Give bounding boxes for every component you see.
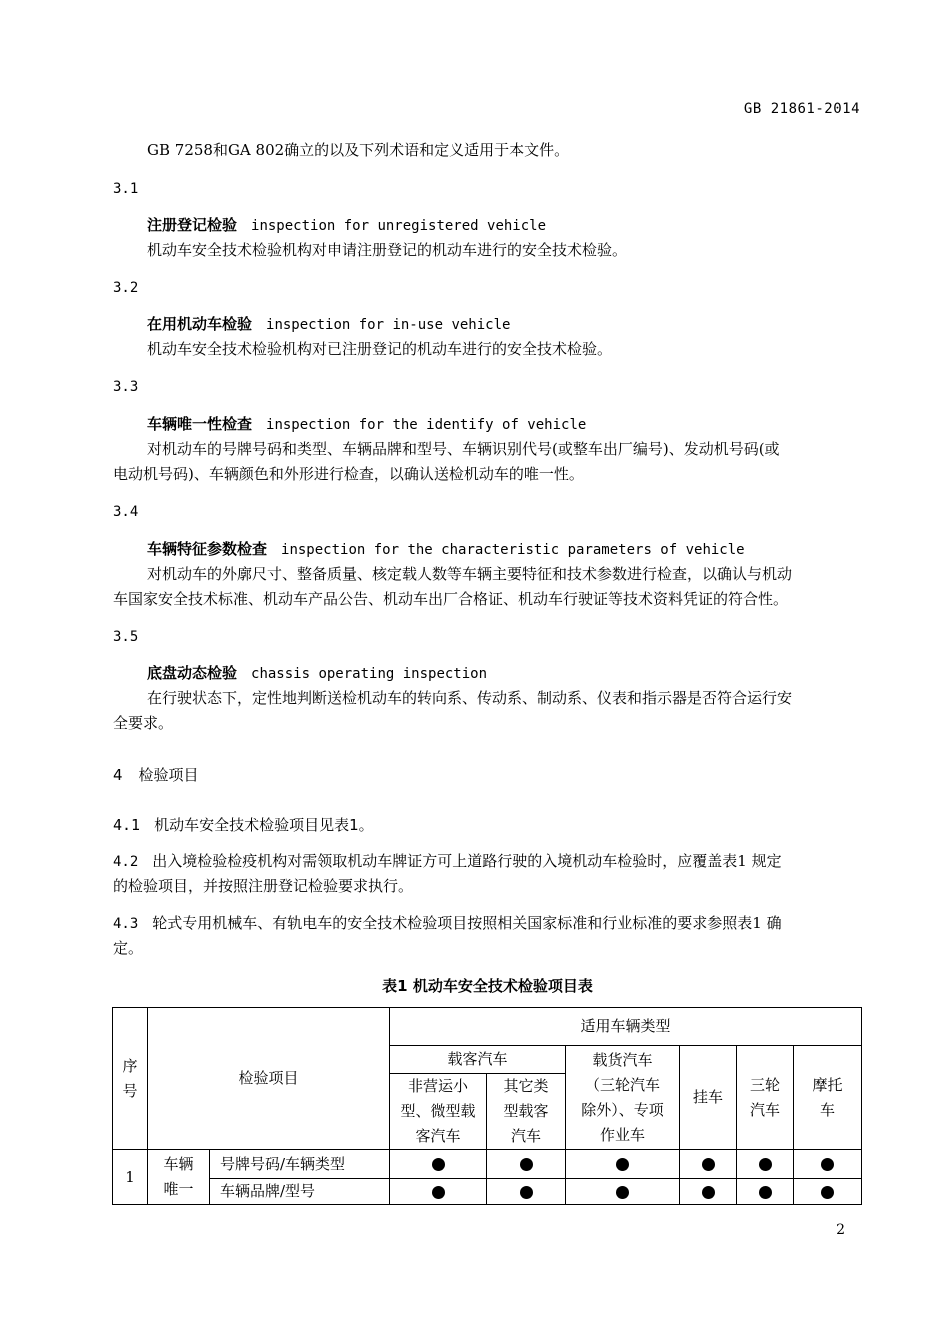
term-en: inspection for the identify of vehicle bbox=[266, 417, 587, 433]
filled-circle-icon bbox=[432, 1186, 445, 1199]
term-heading bbox=[147, 413, 586, 434]
applicable-mark bbox=[566, 1150, 680, 1179]
clause-number: 4.2 bbox=[113, 854, 139, 870]
applicable-mark bbox=[794, 1179, 862, 1205]
header-tricycle: 三轮汽车 bbox=[737, 1046, 794, 1150]
clause-text: 轮式专用机械车、有轨电车的安全技术检验项目按照相关国家标准和行业标准的要求参照表1 确 bbox=[152, 914, 782, 932]
term-heading bbox=[147, 538, 745, 559]
header-motorcycle: 摩托车 bbox=[794, 1046, 862, 1150]
row-seq: 1 bbox=[113, 1150, 148, 1205]
clause-number: 3.5 bbox=[113, 629, 139, 645]
filled-circle-icon bbox=[759, 1186, 772, 1199]
term-definition-line1: 对机动车的外廓尺寸、整备质量、核定载人数等车辆主要特征和技术参数进行检查，以确认与机动 bbox=[147, 565, 793, 583]
clause-4-3-line2: 定。 bbox=[113, 939, 144, 957]
term-zh: 注册登记检验 bbox=[147, 216, 238, 234]
row-group: 车辆唯一 bbox=[148, 1150, 210, 1205]
term-definition: 机动车安全技术检验机构对申请注册登记的机动车进行的安全技术检验。 bbox=[147, 241, 628, 259]
section-number: 4 bbox=[113, 766, 123, 784]
clause-text: 机动车安全技术检验项目见表1。 bbox=[154, 816, 374, 834]
term-heading bbox=[147, 313, 510, 334]
section-heading bbox=[113, 764, 199, 785]
filled-circle-icon bbox=[702, 1158, 715, 1171]
applicable-mark bbox=[680, 1179, 737, 1205]
applicable-mark bbox=[794, 1150, 862, 1179]
doc-id-header: GB 21861-2014 bbox=[743, 101, 860, 117]
row-item: 号牌号码/车辆类型 bbox=[210, 1150, 390, 1179]
section-title: 检验项目 bbox=[138, 766, 199, 784]
intro-paragraph: GB 7258和GA 802确立的以及下列术语和定义适用于本文件。 bbox=[147, 141, 570, 159]
header-seq: 序号 bbox=[113, 1008, 148, 1150]
header-truck: 载货汽车（三轮汽车除外）、专项作业车 bbox=[566, 1046, 680, 1150]
clause-text: 出入境检验检疫机构对需领取机动车牌证方可上道路行驶的入境机动车检验时，应覆盖表1 规定 bbox=[152, 852, 782, 870]
term-en: inspection for in-use vehicle bbox=[266, 317, 511, 333]
row-item: 车辆品牌/型号 bbox=[210, 1179, 390, 1205]
term-definition-line1: 对机动车的号牌号码和类型、车辆品牌和型号、车辆识别代号(或整车出厂编号)、发动机号码(或 bbox=[147, 440, 780, 458]
clause-4-3-line1 bbox=[113, 911, 782, 937]
term-definition: 机动车安全技术检验机构对已注册登记的机动车进行的安全技术检验。 bbox=[147, 340, 613, 358]
applicable-mark bbox=[390, 1179, 487, 1205]
term-definition-line1: 在行驶状态下，定性地判断送检机动车的转向系、传动系、制动系、仪表和指示器是否符合运行安 bbox=[147, 689, 793, 707]
header-nonop-small: 非营运小型、微型载客汽车 bbox=[390, 1074, 487, 1150]
clause-4-1 bbox=[113, 814, 374, 835]
clause-number: 3.1 bbox=[113, 181, 139, 197]
term-zh: 底盘动态检验 bbox=[147, 664, 238, 682]
header-item: 检验项目 bbox=[148, 1008, 390, 1150]
filled-circle-icon bbox=[432, 1158, 445, 1171]
term-definition-line2: 车国家安全技术标准、机动车产品公告、机动车出厂合格证、机动车行驶证等技术资料凭证的符合性。 bbox=[113, 590, 789, 608]
applicable-mark bbox=[737, 1179, 794, 1205]
filled-circle-icon bbox=[616, 1186, 629, 1199]
header-vehicle-types: 适用车辆类型 bbox=[390, 1008, 862, 1046]
term-definition-line2: 电动机号码)、车辆颜色和外形进行检查，以确认送检机动车的唯一性。 bbox=[113, 465, 584, 483]
clause-number: 4.3 bbox=[113, 916, 139, 932]
clause-number: 4.1 bbox=[113, 816, 141, 834]
applicable-mark bbox=[487, 1179, 566, 1205]
applicable-mark bbox=[680, 1150, 737, 1179]
header-trailer: 挂车 bbox=[680, 1046, 737, 1150]
header-passenger: 载客汽车 bbox=[390, 1046, 566, 1074]
applicable-mark bbox=[390, 1150, 487, 1179]
clause-4-2-line1 bbox=[113, 849, 782, 875]
filled-circle-icon bbox=[821, 1186, 834, 1199]
header-other-passenger: 其它类型载客汽车 bbox=[487, 1074, 566, 1150]
clause-number: 3.2 bbox=[113, 280, 139, 296]
inspection-items-table bbox=[112, 1007, 862, 1205]
clause-number: 3.4 bbox=[113, 504, 139, 520]
table-row bbox=[113, 1179, 862, 1205]
filled-circle-icon bbox=[616, 1158, 629, 1171]
term-heading bbox=[147, 662, 487, 683]
term-zh: 车辆特征参数检查 bbox=[147, 540, 268, 558]
term-en: inspection for the characteristic parameters of vehicle bbox=[281, 542, 745, 558]
applicable-mark bbox=[566, 1179, 680, 1205]
term-en: chassis operating inspection bbox=[251, 666, 488, 682]
clause-number: 3.3 bbox=[113, 379, 139, 395]
term-definition-line2: 全要求。 bbox=[113, 714, 174, 732]
filled-circle-icon bbox=[520, 1186, 533, 1199]
table-row bbox=[113, 1150, 862, 1179]
term-zh: 在用机动车检验 bbox=[147, 315, 253, 333]
clause-4-2-line2: 的检验项目，并按照注册登记检验要求执行。 bbox=[113, 877, 414, 895]
filled-circle-icon bbox=[759, 1158, 772, 1171]
filled-circle-icon bbox=[520, 1158, 533, 1171]
filled-circle-icon bbox=[702, 1186, 715, 1199]
applicable-mark bbox=[737, 1150, 794, 1179]
table-caption: 表1 机动车安全技术检验项目表 bbox=[382, 977, 593, 995]
term-zh: 车辆唯一性检查 bbox=[147, 415, 253, 433]
filled-circle-icon bbox=[821, 1158, 834, 1171]
applicable-mark bbox=[487, 1150, 566, 1179]
term-heading bbox=[147, 214, 546, 235]
term-en: inspection for unregistered vehicle bbox=[251, 218, 547, 234]
page-number: 2 bbox=[836, 1222, 845, 1238]
